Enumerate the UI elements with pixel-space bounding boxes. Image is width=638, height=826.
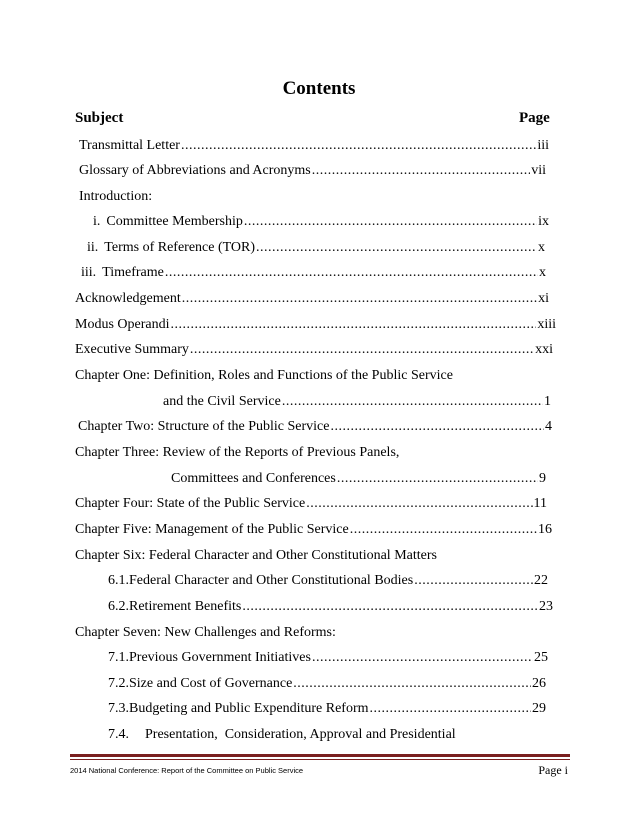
toc-entry-transmittal-letter[interactable] — [79, 137, 549, 155]
footer-rule — [70, 754, 570, 757]
toc-entry-label: Terms of Reference (TOR) — [104, 240, 256, 255]
toc-entry-chapter-three[interactable] — [75, 444, 399, 462]
dot-leader — [312, 649, 533, 667]
page-title: Contents — [282, 78, 356, 99]
toc-page-number: 25 — [534, 650, 548, 665]
dot-leader — [181, 137, 536, 155]
toc-entry-number: i. — [93, 214, 101, 229]
toc-entry-label: Committees and Conferences — [171, 471, 336, 486]
subject-column-header: Subject — [75, 110, 124, 126]
toc-entry-number: 6.1. — [108, 573, 129, 588]
toc-page-number: 1 — [544, 394, 551, 409]
dot-leader — [330, 418, 544, 436]
toc-entry-presentation-consideration[interactable] — [108, 726, 456, 744]
dot-leader — [165, 264, 538, 282]
toc-entry-number: ii. — [87, 240, 99, 255]
toc-entry-label: Modus Operandi — [75, 317, 170, 332]
toc-entry-label: Chapter One: Definition, Roles and Functions of the Public Service — [75, 368, 453, 383]
toc-entry-modus-operandi[interactable] — [75, 316, 556, 334]
toc-entry-terms-of-reference[interactable] — [87, 239, 545, 257]
toc-page-number: 16 — [538, 522, 552, 537]
toc-page-number: x — [539, 265, 546, 280]
toc-entry-label: Acknowledgement — [75, 291, 181, 306]
toc-entry-label: Executive Summary — [75, 342, 189, 357]
toc-entry-executive-summary[interactable] — [75, 341, 553, 359]
toc-entry-acknowledgement[interactable] — [75, 290, 549, 308]
toc-entry-label: and the Civil Service — [163, 394, 281, 409]
dot-leader — [350, 521, 537, 539]
dot-leader — [244, 213, 537, 231]
toc-entry-label: Chapter Seven: New Challenges and Reforms: — [75, 625, 336, 640]
toc-entry-label: Transmittal Letter — [79, 138, 180, 153]
dot-leader — [312, 162, 530, 180]
dot-leader — [256, 239, 537, 257]
toc-entry-retirement-benefits[interactable] — [108, 598, 553, 616]
toc-page-number: 26 — [532, 676, 546, 691]
toc-entry-label: Chapter Four: State of the Public Service — [75, 496, 306, 511]
toc-entry-number: 7.4. — [108, 727, 129, 742]
toc-page-number: 22 — [534, 573, 548, 588]
dot-leader — [182, 290, 537, 308]
toc-entry-chapter-one-cont[interactable] — [163, 393, 551, 411]
toc-page-number: xxi — [535, 342, 553, 357]
toc-entry-label: Glossary of Abbreviations and Acronyms — [79, 163, 311, 178]
toc-entry-label: Chapter Six: Federal Character and Other Constitutional Matters — [75, 548, 437, 563]
page-column-header: Page — [519, 110, 550, 126]
toc-page-number: xiii — [537, 317, 556, 332]
toc-entry-chapter-one[interactable] — [75, 367, 453, 385]
toc-page-number: ix — [538, 214, 549, 229]
toc-entry-number: 7.3. — [108, 701, 129, 716]
toc-entry-label: Introduction: — [79, 189, 153, 204]
toc-entry-glossary[interactable] — [79, 162, 546, 180]
toc-page-number: 9 — [539, 471, 546, 486]
footer-document-title: 2014 National Conference: Report of the Committee on Public Service — [70, 766, 304, 775]
toc-entry-label: Budgeting and Public Expenditure Reform — [129, 701, 369, 716]
toc-entry-previous-government-initiatives[interactable] — [108, 649, 548, 667]
toc-entry-label: Chapter Two: Structure of the Public Service — [78, 419, 330, 434]
dot-leader — [171, 316, 537, 334]
toc-entry-label: Chapter Three: Review of the Reports of Previous Panels, — [75, 445, 400, 460]
toc-entry-label: Retirement Benefits — [129, 599, 242, 614]
toc-entry-chapter-five[interactable] — [75, 521, 552, 539]
toc-entry-chapter-seven[interactable] — [75, 624, 336, 642]
toc-page-number: vii — [531, 163, 546, 178]
toc-entry-label: Previous Government Initiatives — [129, 650, 311, 665]
toc-entry-budgeting-reform[interactable] — [108, 700, 546, 718]
toc-entry-number: 6.2. — [108, 599, 129, 614]
dot-leader — [293, 675, 531, 693]
toc-page-number: xi — [538, 291, 549, 306]
footer-page-number: Page i — [538, 763, 568, 777]
toc-entry-introduction[interactable] — [79, 188, 152, 206]
toc-entry-number: iii. — [81, 265, 97, 280]
toc-entry-committee-membership[interactable] — [93, 213, 549, 231]
toc-entry-size-cost-governance[interactable] — [108, 675, 546, 693]
toc-page-number: 23 — [539, 599, 553, 614]
toc-entry-chapter-four[interactable] — [75, 495, 547, 513]
toc-entry-label: Committee Membership — [106, 214, 243, 229]
toc-entry-number: 7.2. — [108, 676, 129, 691]
toc-entry-chapter-six[interactable] — [75, 547, 437, 565]
dot-leader — [414, 572, 533, 590]
toc-entry-federal-character[interactable] — [108, 572, 548, 590]
toc-page-number: 11 — [533, 496, 547, 511]
toc-entry-label: Timeframe — [102, 265, 164, 280]
dot-leader — [242, 598, 538, 616]
toc-entry-number: 7.1. — [108, 650, 129, 665]
dot-leader — [282, 393, 543, 411]
toc-entry-chapter-two[interactable] — [78, 418, 552, 436]
dot-leader — [337, 470, 538, 488]
toc-entry-timeframe[interactable] — [81, 264, 546, 282]
toc-page-number: x — [538, 240, 545, 255]
toc-entry-label: Presentation, Consideration, Approval and Presidential — [145, 727, 456, 742]
dot-leader — [370, 700, 531, 718]
toc-entry-label: Federal Character and Other Constitutional Bodies — [129, 573, 414, 588]
footer-rule-thin — [70, 759, 570, 760]
dot-leader — [190, 341, 534, 359]
toc-page-number: 4 — [545, 419, 552, 434]
toc-entry-chapter-three-cont[interactable] — [171, 470, 546, 488]
toc-page-number: 29 — [532, 701, 546, 716]
toc-entry-label: Size and Cost of Governance — [129, 676, 293, 691]
toc-page-number: iii — [537, 138, 549, 153]
dot-leader — [306, 495, 532, 513]
toc-entry-label: Chapter Five: Management of the Public Service — [75, 522, 349, 537]
